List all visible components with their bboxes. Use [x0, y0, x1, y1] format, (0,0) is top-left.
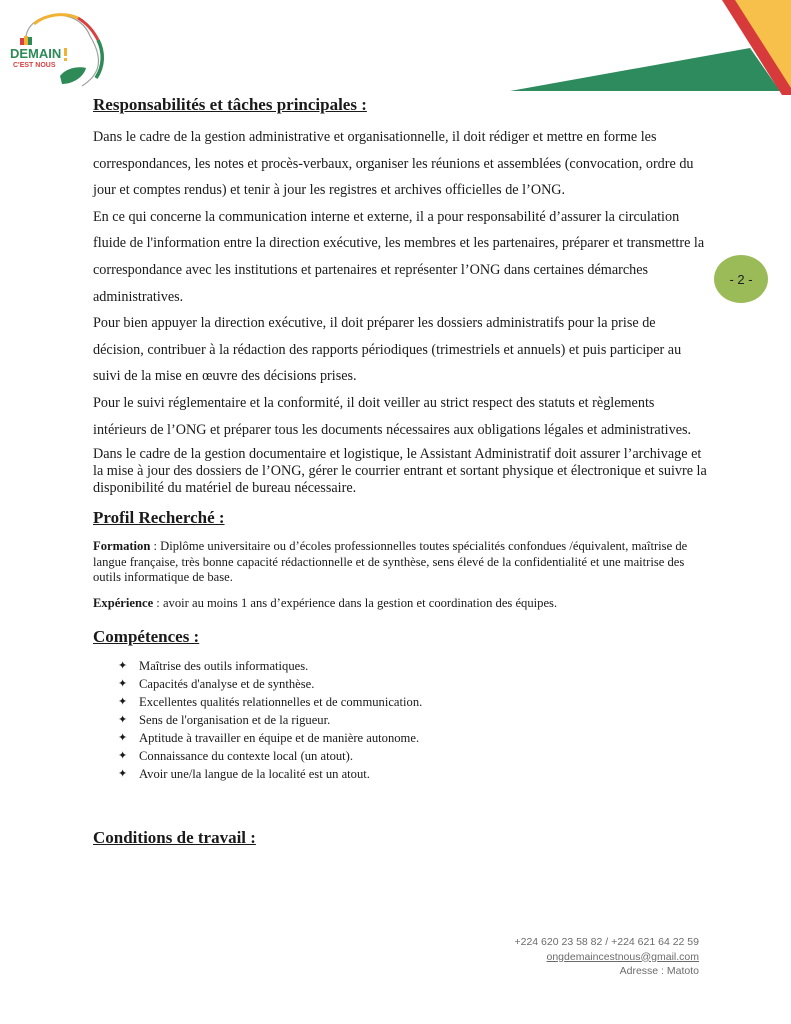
four-point-star-icon: ✦ [118, 748, 128, 762]
four-point-star-icon: ✦ [118, 658, 128, 672]
email-link[interactable]: ongdemaincestnous@gmail.com [546, 950, 699, 963]
section-heading-competences: Compétences : [93, 626, 200, 646]
four-point-star-icon: ✦ [118, 730, 128, 744]
list-item [118, 693, 708, 711]
list-item [118, 657, 708, 675]
experience-text: : avoir au moins 1 ans d’expérience dans la gestion et coordination des équipes. [153, 595, 558, 610]
list-item [118, 729, 708, 747]
section-heading-profil: Profil Recherché : [93, 508, 225, 528]
four-point-star-icon: ✦ [118, 712, 128, 726]
paragraph: Dans le cadre de la gestion documentaire et logistique, le Assistant Administratif doit assurer l’archivage et la mise à jour des dossiers de l’ONG, gérer le courrier entrant et sortant physique et électronique et suivre la disponibilité du matériel de bureau nécessaire. [93, 446, 707, 497]
paragraph: Pour le suivi réglementaire et la conformité, il doit veiller au strict respect des statuts et règlements intérieurs de l’ONG et préparer tous les documents nécessaires aux obligations légales et administratives. [93, 394, 692, 438]
list-item-text: Maîtrise des outils informatiques. [139, 658, 309, 673]
phone-numbers: +224 620 23 58 82 / +224 621 64 22 59 [514, 936, 699, 948]
list-item-text: Sens de l'organisation et de la rigueur. [139, 712, 331, 727]
contact-footer [514, 935, 699, 979]
paragraph: En ce qui concerne la communication interne et externe, il a pour responsabilité d’assurer la circulation fluide de l'information entre la direction exécutive, les membres et les partenaires, préparer et transmettre la correspondance avec les institutions et partenaires et représenter l’ONG dans certaines démarches administratives. [93, 208, 705, 305]
list-item-text: Connaissance du contexte local (un atout). [139, 748, 354, 763]
list-item-text: Capacités d'analyse et de synthèse. [139, 676, 315, 691]
list-item [118, 711, 708, 729]
list-item [118, 765, 708, 783]
formation-paragraph [93, 539, 708, 586]
section-heading-responsabilites: Responsabilités et tâches principales : [93, 95, 367, 114]
competences-list [93, 657, 708, 784]
paragraph: Dans le cadre de la gestion administrative et organisationnelle, il doit rédiger et mettre en forme les correspondances, les notes et procès-verbaux, organiser les réunions et assemblées (convocation, ordre du jour et comptes rendus) et tenir à jour les registres et archives officielles de l’ONG. [93, 129, 694, 199]
formation-label: Formation [93, 539, 151, 554]
list-item-text: Excellentes qualités relationnelles et de communication. [139, 694, 423, 709]
organization-logo [4, 6, 114, 88]
list-item-text: Avoir une/la langue de la localité est un atout. [139, 767, 370, 782]
document-body [93, 94, 708, 849]
four-point-star-icon: ✦ [118, 767, 128, 781]
list-item [118, 675, 708, 693]
address: Adresse : Matoto [619, 965, 699, 977]
four-point-star-icon: ✦ [118, 694, 128, 708]
logo-text-demain: DEMAIN [10, 46, 62, 61]
page-number-badge [714, 255, 768, 303]
experience-paragraph [93, 596, 708, 612]
paragraph: Pour bien appuyer la direction exécutive, il doit préparer les dossiers administratifs pour la prise de décision, contribuer à la rédaction des rapports périodiques (trimestriels et annuels) et puis participer au suivi de la mise en œuvre des décisions prises. [93, 315, 682, 385]
decorative-corner-shape [480, 0, 791, 95]
logo-text-cest-nous: C'EST NOUS [13, 62, 56, 69]
four-point-star-icon: ✦ [118, 676, 128, 690]
section-heading-conditions: Conditions de travail : [93, 828, 256, 848]
experience-label: Expérience [93, 595, 154, 610]
list-item [118, 747, 708, 765]
page-number: - 2 - [729, 271, 753, 287]
formation-text: : Diplôme universitaire ou d’écoles professionnelles toutes spécialités confondues /équivalent, maîtrise de langue française, très bonne capacité rédactionnelle et de synthèse, sens élevé de la confidentialité et une maitrise des outils informatique de base. [93, 539, 688, 585]
list-item-text: Aptitude à travailler en équipe et de manière autonome. [139, 730, 420, 745]
